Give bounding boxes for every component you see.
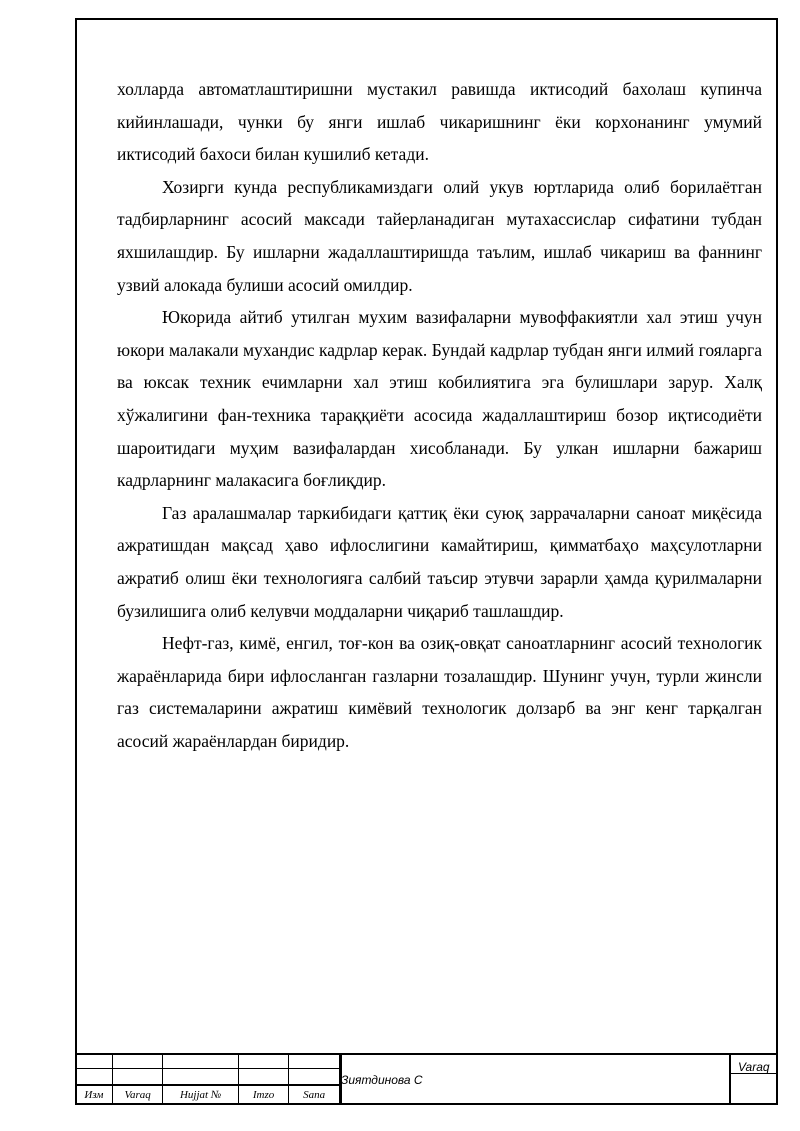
stamp-header-sana: Sana — [289, 1085, 340, 1105]
paragraph-4: Газ аралашмалар таркибидаги қаттиқ ёки суюқ заррачаларни саноат миқёсида ажратишдан мақсад ҳаво ифлослигини камайтириш, қимматбаҳо маҳсулотларни ажратиб олиш ёки технологияга салбий таъсир этувчи зарарли ҳамда қурилмаларни бузилишига олиб келувчи моддаларни чиқариб ташлашдир. — [117, 502, 762, 621]
stamp-header-izm: Изм — [76, 1085, 113, 1105]
stamp-header-varaq: Varaq — [112, 1085, 163, 1105]
sheet-label: Varaq — [738, 1060, 770, 1074]
document-body — [117, 73, 762, 757]
stamp-table — [75, 1053, 340, 1105]
stamp-divider-right — [729, 1053, 731, 1105]
stamp-header-imzo: Imzo — [238, 1085, 289, 1105]
paragraph-5: Нефт-газ, кимё, енгил, тоғ-кон ва озиқ-овқат саноатларнинг асосий технологик жараёнларида бири ифлосланган газларни тозалашдир. Шунинг учун, турли жинсли газ системаларини ажратиш кимёвий технологик долзарб ва энг кенг тарқалган асосий жараёнлардан биридир. — [117, 633, 762, 751]
paragraph-1: холларда автоматлаштиришни мустакил равишда иктисодий бахолаш купинча кийинлашади, чунки бу янги ишлаб чикаришнинг ёки корхонанинг умумий иктисодий бахоси билан кушилиб кетади. — [117, 79, 762, 165]
paragraph-3: Юкорида айтиб утилган мухим вазифаларни мувоффакиятли хал этиш учун юкори малакали мухандис кадрлар керак. Бундай кадрлар тубдан янги илмий гояларга ва юксак техник ечимларни хал этиш кобилиятига эга булишлари зарур. Халқ хўжалигини фан-техника тараққиёти асосида жадаллаштириш бозор иқтисодиёти шароитидаги муҳим вазифалардан хисобланади. Бу улкан ишларни бажариш кадрларнинг малакасига боғлиқдир. — [117, 307, 762, 491]
author-name: Зиятдинова С — [341, 1073, 423, 1087]
paragraph-2: Хозирги кунда республикамиздаги олий укув юртларида олиб борилаётган тадбирларнинг асосий максади тайерланадиган мутахассислар сифатини тубдан яхшилашдир. Бу ишларни жадаллаштиришда таълим, ишлаб чикариш ва фаннинг узвий алокада булиши асосий омилдир. — [117, 176, 762, 295]
stamp-header-hujjat: Hujjat № — [163, 1085, 238, 1105]
